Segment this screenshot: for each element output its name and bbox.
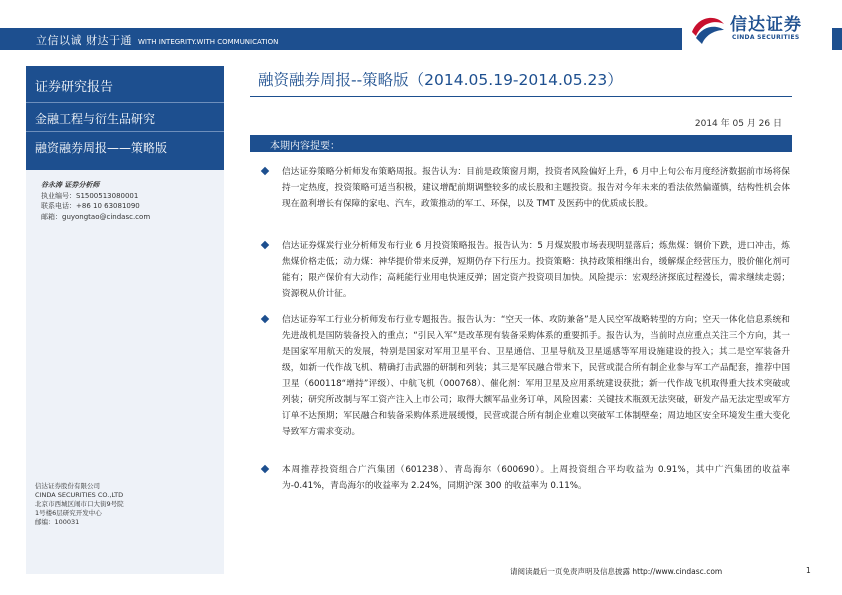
company-name-en: CINDA SECURITIES CO.,LTD — [35, 491, 124, 499]
logo-text-cn: 信达证券 — [730, 15, 802, 35]
diamond-bullet-icon — [261, 465, 269, 473]
company-logo — [682, 4, 832, 52]
summary-header — [250, 135, 792, 152]
motto-en: WITH INTEGRITY.WITH COMMUNICATION — [138, 38, 279, 46]
report-category: 金融工程与衍生品研究 — [35, 112, 156, 126]
company-name-cn: 信达证券股份有限公司 — [35, 482, 100, 490]
diamond-bullet-icon — [261, 315, 269, 323]
diamond-bullet-icon — [261, 167, 269, 175]
motto-cn: 立信以诚 财达于通 — [36, 34, 132, 47]
bullet-text: 信达证券煤炭行业分析师发布行业 6 月投资策略报告。报告认为：5 月煤炭股市场表现明显落后；炼焦煤：钢价下跌，进口冲击，炼焦煤价格走低；动力煤：神华提价带来反弹，短期仍存下行压力。投资策略：执持政策相继出台，缓解煤企经营压力，股价催化剂可能有；限产保价有大动作；高耗能行业用电快速反弹；固定资产投资项目加快。风险提示：宏观经济探底过程漫长，需求继续走弱；资源税从价计征。 — [282, 241, 790, 299]
category-block — [26, 103, 224, 132]
page-number: 1 — [806, 566, 811, 575]
diamond-bullet-icon — [261, 241, 269, 249]
analyst-info — [41, 180, 150, 222]
company-postcode: 邮编：100031 — [35, 518, 80, 526]
sidebar — [26, 66, 224, 574]
report-title: 融资融券周报--策略版（2014.05.19-2014.05.23） — [258, 71, 623, 89]
report-date: 2014 年 05 月 26 日 — [694, 119, 782, 129]
company-address-1: 北京市西城区闹市口大街9号院 — [35, 500, 124, 508]
bullet-text: 信达证券军工行业分析师发布行业专题报告。报告认为：“空天一体、攻防兼备”是人民空军战略转型的方向；空天一体化信息系统和先进战机是国防装备投入的重点；“引民入军”是改革现有装备采购体系的重要抓手。报告认为，当前时点应重点关注三个方向，其一是国家军用航天的发展，特别是国家对军用卫星平台、卫星通信、卫星导航及卫星遥感等军用设施建设的投入；其二是空军装备升级，如新一代作战飞机、精确打击武器的研制和列装；其三是军民融合带来下，民营或混合所有制企业参与军工产品配套，推荐中国卫星（600118“增持”评级）、中航飞机（000768）、催化剂：军用卫星及应用系统建设获批；新一代作战飞机取得重大技术突破或列装；研究所改制与军工资产注入上市公司；取得大额军品业务订单，风险因素：关键技术瓶颈无法突破，研发产品无法定型或军方订单不达预期；军民融合和装备采购体系进展缓慢，民营或混合所有制企业难以突破军工体制壁垒；周边地区安全环境发生重大变化导致军方需求变动。 — [282, 315, 790, 437]
cinda-logo-icon — [690, 10, 726, 46]
analyst-cert: 执业编号：S1500513080001 — [41, 191, 139, 200]
company-address-2: 1号楼6层研究开发中心 — [35, 509, 102, 517]
logo-text-en: CINDA SECURITIES — [732, 34, 800, 41]
company-info — [35, 482, 124, 527]
title-divider — [250, 96, 792, 97]
report-type-block — [26, 66, 224, 103]
disclaimer-note: 请阅读最后一页免责声明及信息披露 http://www.cindasc.com — [510, 567, 723, 576]
summary-heading: 本期内容提要： — [270, 141, 340, 152]
bullet-text: 本周推荐投资组合广汽集团（601238）、青岛海尔（600690）。上周投资组合平均收益为 0.91%，其中广汽集团的收益率为-0.41%，青岛海尔的收益率为 2.24%，同期沪深 300 的收益率为 0.11%。 — [282, 465, 790, 491]
analyst-phone: 联系电话：+86 10 63081090 — [41, 202, 140, 210]
banner-motto — [36, 32, 278, 48]
series-block — [26, 132, 224, 160]
analyst-email: 邮箱：guyongtao@cindasc.com — [41, 212, 151, 221]
analyst-name: 谷永涛 证券分析师 — [41, 181, 100, 189]
report-type: 证券研究报告 — [35, 80, 114, 95]
report-series: 融资融券周报——策略版 — [35, 141, 168, 155]
bullet-text: 信达证券策略分析师发布策略周报。报告认为：目前是政策窗月期，投资者风险偏好上升，6 月中上旬公布月度经济数据前市场将保持一定热度，投资策略可适当积极，建议增配前期调整较多的成长股和主题投资。报告对今年未来的看法依然偏谨慎，结构性机会体现在盈利增长有保障的家电、汽车，政策推动的军工、环保，以及 TMT 及医药中的优质成长股。 — [282, 167, 790, 209]
